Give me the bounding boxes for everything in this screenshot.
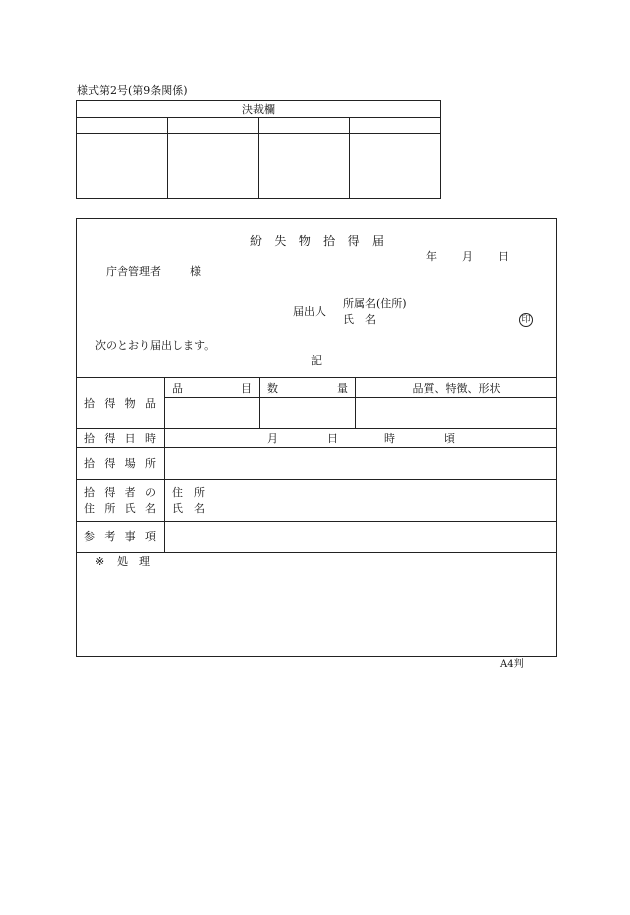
- date-month: 月: [462, 250, 473, 263]
- notifier-name: 氏 名: [343, 313, 376, 326]
- processing-mark: ※: [95, 555, 105, 568]
- datetime-month: 月: [267, 432, 278, 445]
- remarks-label: 参 考 事 項: [84, 530, 156, 543]
- form-number: 様式第2号(第9条関係): [77, 84, 188, 97]
- notifier-affiliation: 所属名(住所): [343, 297, 407, 310]
- col-quantity: 数 量: [267, 382, 348, 395]
- statement: 次のとおり届出します。: [95, 339, 216, 352]
- seal-mark: 印: [519, 313, 533, 327]
- datetime-label: 拾 得 日 時: [84, 432, 156, 445]
- finder-name-label: 氏 名: [172, 502, 205, 515]
- col-item-name: 品 目: [172, 382, 252, 395]
- datetime-day: 日: [327, 432, 338, 445]
- approval-cell-divider: [258, 117, 259, 199]
- form-title: 紛 失 物 拾 得 届: [250, 234, 384, 248]
- datetime-approx: 頃: [444, 432, 455, 445]
- finder-address-label: 住 所: [172, 486, 205, 499]
- col-quality: 品質、特徴、形状: [412, 382, 501, 395]
- finder-label-line1: 拾 得 者 の: [84, 486, 156, 499]
- datetime-hour: 時: [384, 432, 395, 445]
- approval-cell-divider: [167, 117, 168, 199]
- ki-mark: 記: [311, 354, 322, 367]
- approval-title: 決裁欄: [242, 103, 275, 116]
- place-label: 拾 得 場 所: [84, 457, 156, 470]
- approval-cell-divider: [349, 117, 350, 199]
- processing-label: 処 理: [117, 555, 150, 568]
- items-label: 拾 得 物 品: [84, 397, 156, 410]
- finder-label-line2: 住 所 氏 名: [84, 502, 156, 515]
- paper-size: A4判: [500, 659, 524, 670]
- notifier-label: 届出人: [293, 305, 326, 318]
- date-day: 日: [498, 250, 509, 263]
- date-year: 年: [426, 250, 437, 263]
- addressee-name: 庁舎管理者: [106, 265, 161, 278]
- addressee-honorific: 様: [190, 265, 201, 278]
